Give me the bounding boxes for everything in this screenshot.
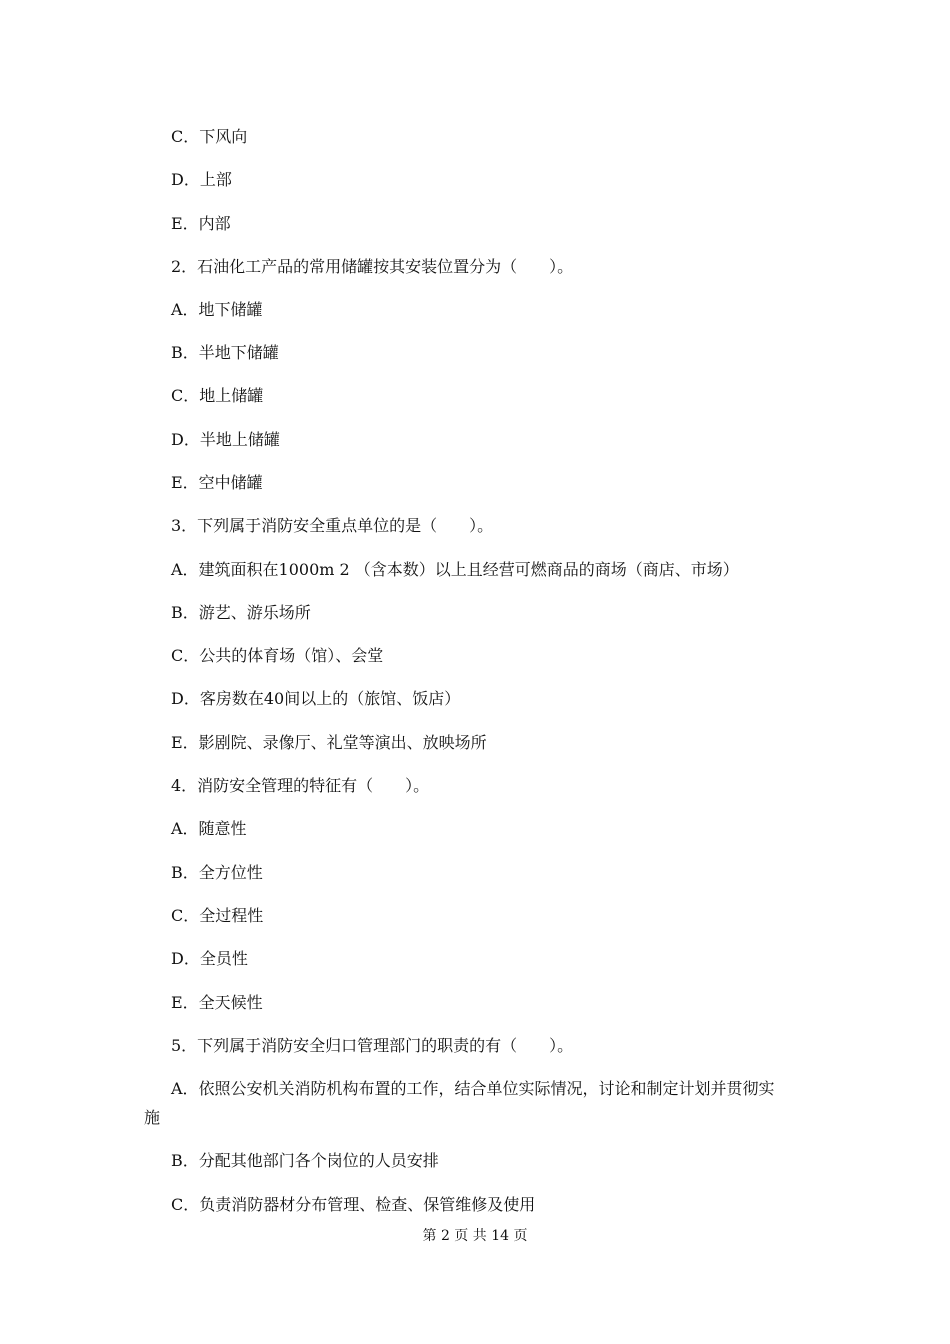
question-5: 5．下列属于消防安全归口管理部门的职责的有（ ）。 bbox=[171, 1036, 574, 1055]
question-4: 4．消防安全管理的特征有（ ）。 bbox=[171, 776, 430, 795]
option-b-q3: B．游艺、游乐场所 bbox=[171, 603, 311, 622]
option-a-q2: A．地下储罐 bbox=[171, 300, 263, 319]
option-d-q2: D．半地上储罐 bbox=[171, 430, 280, 449]
option-b-q4: B．全方位性 bbox=[171, 863, 263, 882]
option-c-q1: C．下风向 bbox=[171, 127, 248, 146]
question-3: 3．下列属于消防安全重点单位的是（ ）。 bbox=[171, 516, 494, 535]
option-a-q5-continued: 施 bbox=[144, 1108, 161, 1127]
option-c-q3: C．公共的体育场（馆）、会堂 bbox=[171, 646, 384, 665]
option-e-q1: E．内部 bbox=[171, 214, 231, 233]
option-e-q4: E．全天候性 bbox=[171, 993, 263, 1012]
option-e-q3: E．影剧院、录像厅、礼堂等演出、放映场所 bbox=[171, 733, 487, 752]
page-footer: 第 2 页 共 14 页 bbox=[422, 1228, 528, 1244]
option-d-q4: D．全员性 bbox=[171, 949, 248, 968]
option-b-q2: B．半地下储罐 bbox=[171, 343, 279, 362]
option-c-q5: C．负责消防器材分布管理、检查、保管维修及使用 bbox=[171, 1195, 536, 1214]
option-a-q5: A．依照公安机关消防机构布置的工作，结合单位实际情况，讨论和制定计划并贯彻实 bbox=[171, 1079, 775, 1098]
option-a-q4: A．随意性 bbox=[171, 819, 247, 838]
option-b-q5: B．分配其他部门各个岗位的人员安排 bbox=[171, 1151, 439, 1170]
option-c-q4: C．全过程性 bbox=[171, 906, 264, 925]
option-d-q3: D．客房数在40间以上的（旅馆、饭店） bbox=[171, 689, 461, 708]
question-2: 2．石油化工产品的常用储罐按其安装位置分为（ ）。 bbox=[171, 257, 574, 276]
option-a-q3: A．建筑面积在1000m 2 （含本数）以上且经营可燃商品的商场（商店、市场） bbox=[171, 560, 739, 579]
option-d-q1: D．上部 bbox=[171, 170, 232, 189]
option-c-q2: C．地上储罐 bbox=[171, 386, 264, 405]
option-e-q2: E．空中储罐 bbox=[171, 473, 263, 492]
